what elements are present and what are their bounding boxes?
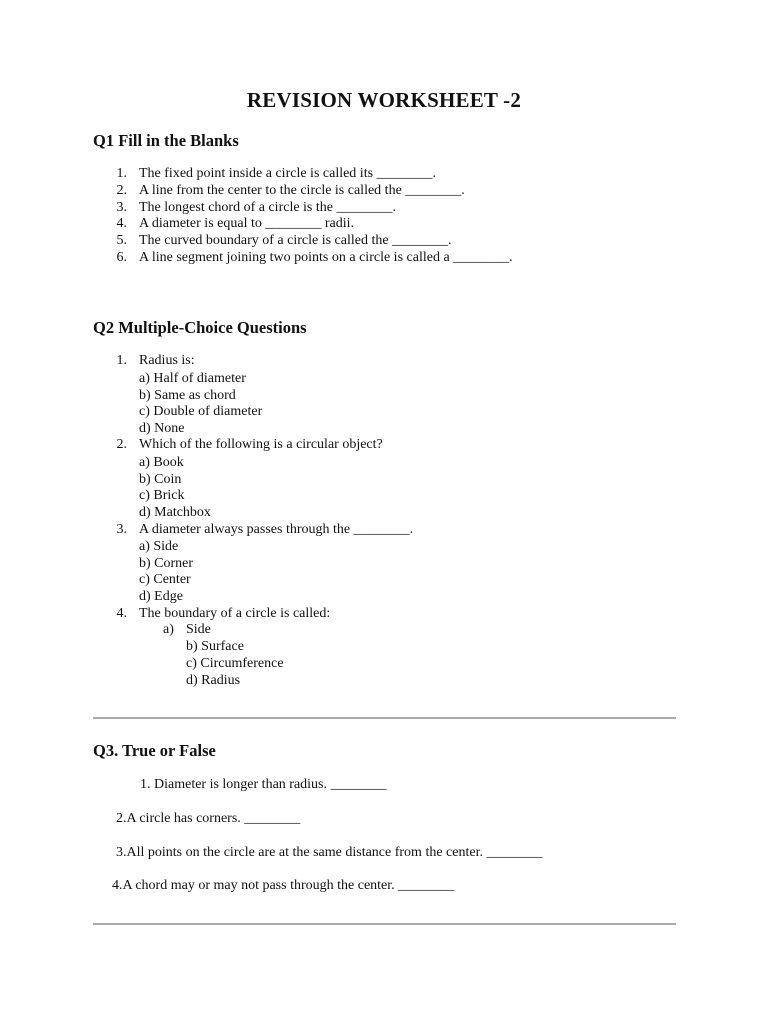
q1-heading: Q1 Fill in the Blanks (93, 131, 239, 150)
list-item: 4.A chord may or may not pass through the center. ________ (112, 878, 455, 893)
mcq-option: c) Circumference (186, 656, 284, 671)
section-divider (93, 717, 676, 719)
mcq-option: a) Book (139, 455, 184, 470)
list-item: 1. Diameter is longer than radius. ________ (140, 777, 387, 792)
section-divider (93, 923, 676, 925)
mcq-option: a) Half of diameter (139, 371, 246, 386)
q3-heading: Q3. True or False (93, 741, 216, 760)
mcq-option: c) Double of diameter (139, 404, 263, 419)
mcq-option: c) Brick (139, 488, 185, 503)
mcq-option: b) Same as chord (139, 388, 236, 403)
mcq-option: b) Surface (186, 639, 244, 654)
q2-heading: Q2 Multiple-Choice Questions (93, 318, 307, 337)
mcq-option: d) Edge (139, 589, 183, 604)
mcq-option: b) Corner (139, 556, 194, 571)
mcq-option: d) None (139, 421, 185, 436)
list-item: 3.All points on the circle are at the same distance from the center. ________ (116, 845, 543, 860)
mcq-option: d) Radius (186, 673, 241, 688)
mcq-option: b) Coin (139, 472, 182, 487)
list-item: 2.A circle has corners. ________ (116, 811, 301, 826)
mcq-option: c) Center (139, 572, 191, 587)
worksheet-title: REVISION WORKSHEET -2 (246, 88, 522, 112)
mcq-option: d) Matchbox (139, 505, 211, 520)
mcq-option: a) Side (139, 539, 179, 554)
